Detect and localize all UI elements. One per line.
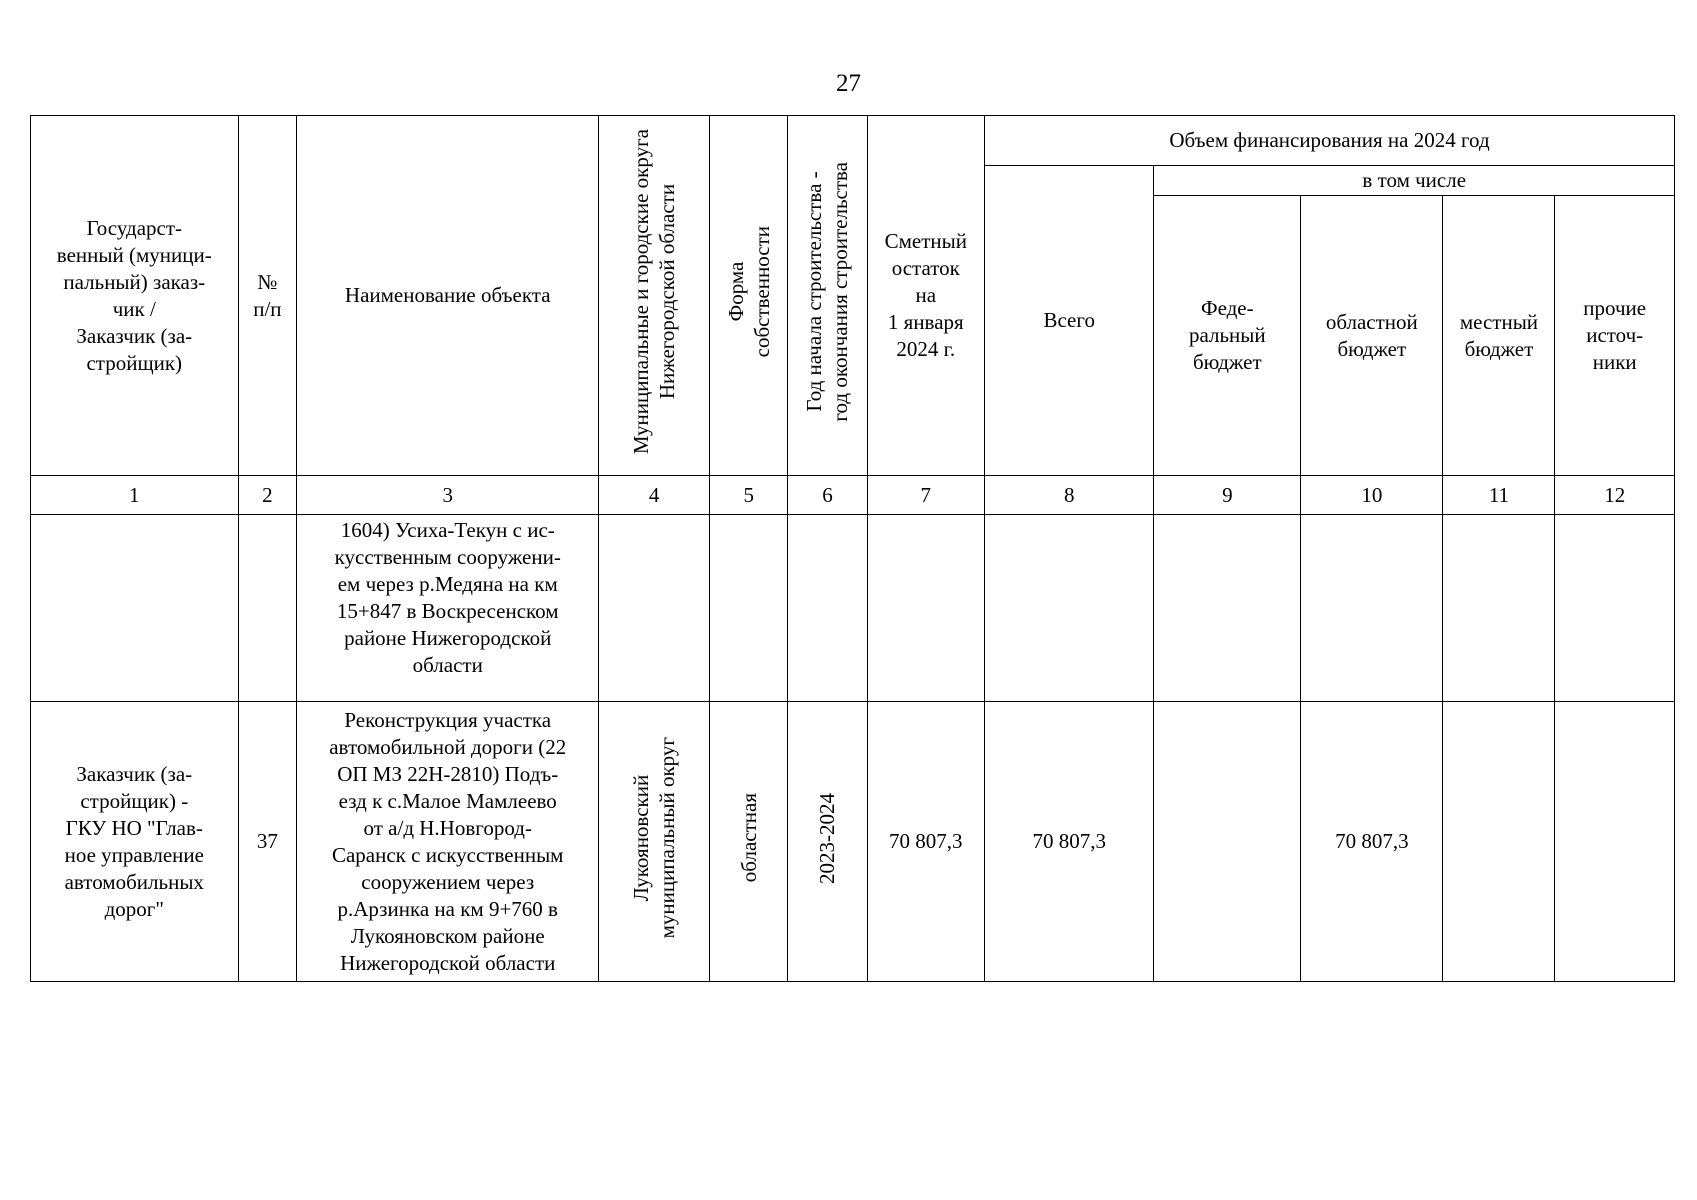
header-years-cell xyxy=(788,116,867,476)
row-federal xyxy=(1154,702,1301,982)
row-years-cell xyxy=(788,702,867,982)
row-district-cell xyxy=(599,702,710,982)
header-total: Всего xyxy=(984,166,1154,476)
column-number: 6 xyxy=(788,476,867,515)
row-years: 2023-2024 xyxy=(815,792,840,884)
row-object-name: 1604) Усиха-Текун с ис- кусственным сооружени- ем через р.Медяна на км 15+847 в Воскресенском районе Нижегородской области xyxy=(297,515,599,702)
header-other: прочие источ- ники xyxy=(1555,196,1675,476)
column-number: 7 xyxy=(867,476,984,515)
header-regional: областной бюджет xyxy=(1301,196,1443,476)
table-row xyxy=(31,515,1675,702)
header-ownership: Форма собственности xyxy=(723,226,774,358)
row-ownership-cell xyxy=(710,702,788,982)
header-estimate: Сметный остаток на 1 января 2024 г. xyxy=(867,116,984,476)
row-object-name: Реконструкция участка автомобильной дороги (22 ОП МЗ 22Н-2810) Подъ- езд к с.Малое Мамлеево от а/д Н.Новгород- Саранск с искусственным сооружением через р.Арзинка на км 9+760 в Лукояновском районе Нижегородской области xyxy=(297,702,599,982)
header-local: местный бюджет xyxy=(1443,196,1555,476)
header-object-name: Наименование объекта xyxy=(297,116,599,476)
row-regional: 70 807,3 xyxy=(1301,702,1443,982)
header-customer: Государст- венный (муници- пальный) заказ- чик / Заказчик (за- стройщик) xyxy=(31,116,239,476)
row-ownership xyxy=(710,515,788,702)
header-years: Год начала строительства - год окончания строительства xyxy=(802,162,853,422)
row-estimate xyxy=(867,515,984,702)
row-total: 70 807,3 xyxy=(984,702,1154,982)
column-number: 1 xyxy=(31,476,239,515)
header-district-cell xyxy=(599,116,710,476)
table-row xyxy=(31,702,1675,982)
row-district: Лукояновский муниципальный округ xyxy=(629,737,680,939)
page-number: 27 xyxy=(836,70,861,97)
row-other xyxy=(1555,515,1675,702)
column-number: 9 xyxy=(1154,476,1301,515)
column-number: 2 xyxy=(238,476,297,515)
column-number: 8 xyxy=(984,476,1154,515)
row-district xyxy=(599,515,710,702)
financing-table xyxy=(30,115,1675,982)
row-customer xyxy=(31,515,239,702)
row-customer: Заказчик (за- стройщик) - ГКУ НО "Глав- ное управление автомобильных дорог" xyxy=(31,702,239,982)
column-number: 5 xyxy=(710,476,788,515)
header-funding-group: Объем финансирования на 2024 год xyxy=(984,116,1674,166)
row-estimate: 70 807,3 xyxy=(867,702,984,982)
row-regional xyxy=(1301,515,1443,702)
header-number: № п/п xyxy=(238,116,297,476)
header-including: в том числе xyxy=(1154,166,1675,196)
row-local xyxy=(1443,702,1555,982)
column-number: 3 xyxy=(297,476,599,515)
header-ownership-cell xyxy=(710,116,788,476)
column-number: 11 xyxy=(1443,476,1555,515)
row-federal xyxy=(1154,515,1301,702)
header-district: Муниципальные и городские округа Нижегородской области xyxy=(629,129,680,455)
row-number xyxy=(238,515,297,702)
row-years xyxy=(788,515,867,702)
column-number-row xyxy=(31,476,1675,515)
column-number: 4 xyxy=(599,476,710,515)
header-federal: Феде- ральный бюджет xyxy=(1154,196,1301,476)
column-number: 12 xyxy=(1555,476,1675,515)
row-other xyxy=(1555,702,1675,982)
row-total xyxy=(984,515,1154,702)
row-local xyxy=(1443,515,1555,702)
row-ownership: областная xyxy=(736,793,761,883)
column-number: 10 xyxy=(1301,476,1443,515)
row-number: 37 xyxy=(238,702,297,982)
